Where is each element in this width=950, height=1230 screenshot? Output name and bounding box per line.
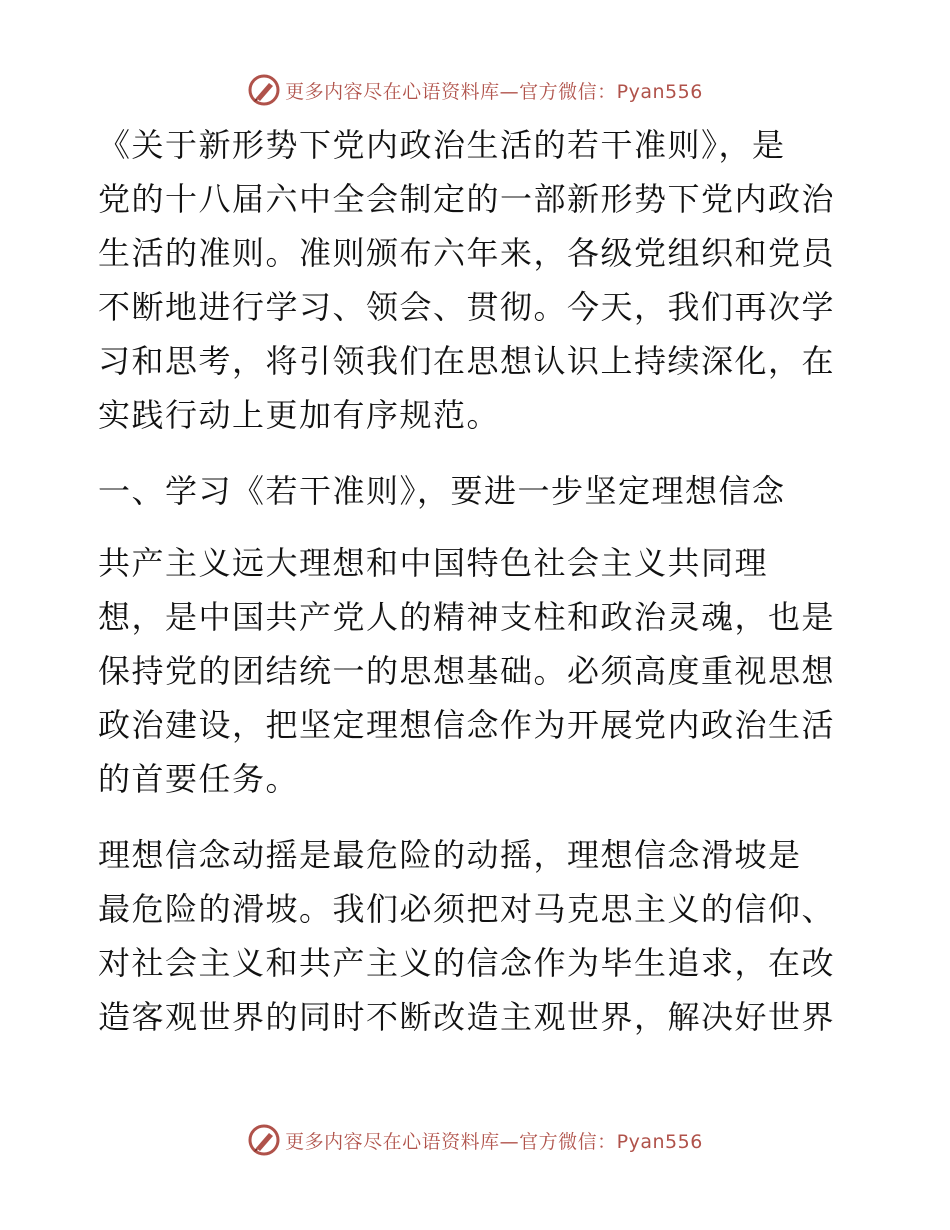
- text-line: 造客观世界的同时不断改造主观世界，解决好世界: [98, 998, 836, 1036]
- watermark-text: 更多内容尽在心语资料库—官方微信：Pyan556: [285, 1130, 703, 1153]
- text-line: 的首要任务。: [98, 760, 300, 798]
- section-heading: 一、学习《若干准则》，要进一步坚定理想信念: [98, 472, 786, 510]
- text-line: 生活的准则。准则颁布六年来，各级党组织和党员: [98, 234, 836, 272]
- text-line: 共产主义远大理想和中国特色社会主义共同理: [98, 544, 769, 582]
- pen-logo-icon: [247, 1123, 281, 1157]
- watermark-banner-bottom: [0, 1120, 950, 1160]
- watermark-text: 更多内容尽在心语资料库—官方微信：Pyan556: [285, 80, 703, 103]
- paragraph-intro: [98, 118, 858, 442]
- text-line: 政治建设，把坚定理想信念作为开展党内政治生活: [98, 706, 836, 744]
- text-line: 《关于新形势下党内政治生活的若干准则》，是: [98, 126, 786, 164]
- text-line: 最危险的滑坡。我们必须把对马克思主义的信仰、: [98, 890, 836, 928]
- text-line: 理想信念动摇是最危险的动摇，理想信念滑坡是: [98, 836, 802, 874]
- text-line: 党的十八届六中全会制定的一部新形势下党内政治: [98, 180, 836, 218]
- paragraph-beliefs: [98, 828, 858, 1044]
- text-line: 保持党的团结统一的思想基础。必须高度重视思想: [98, 652, 836, 690]
- document-body: [98, 118, 858, 1066]
- pen-logo-icon: [247, 73, 281, 107]
- text-line: 对社会主义和共产主义的信念作为毕生追求，在改: [98, 944, 836, 982]
- text-line: 实践行动上更加有序规范。: [98, 396, 501, 434]
- text-line: 不断地进行学习、领会、贯彻。今天，我们再次学: [98, 288, 836, 326]
- watermark-banner-top: [0, 70, 950, 110]
- text-line: 习和思考，将引领我们在思想认识上持续深化，在: [98, 342, 836, 380]
- paragraph-ideals: [98, 536, 858, 806]
- text-line: 想，是中国共产党人的精神支柱和政治灵魂，也是: [98, 598, 836, 636]
